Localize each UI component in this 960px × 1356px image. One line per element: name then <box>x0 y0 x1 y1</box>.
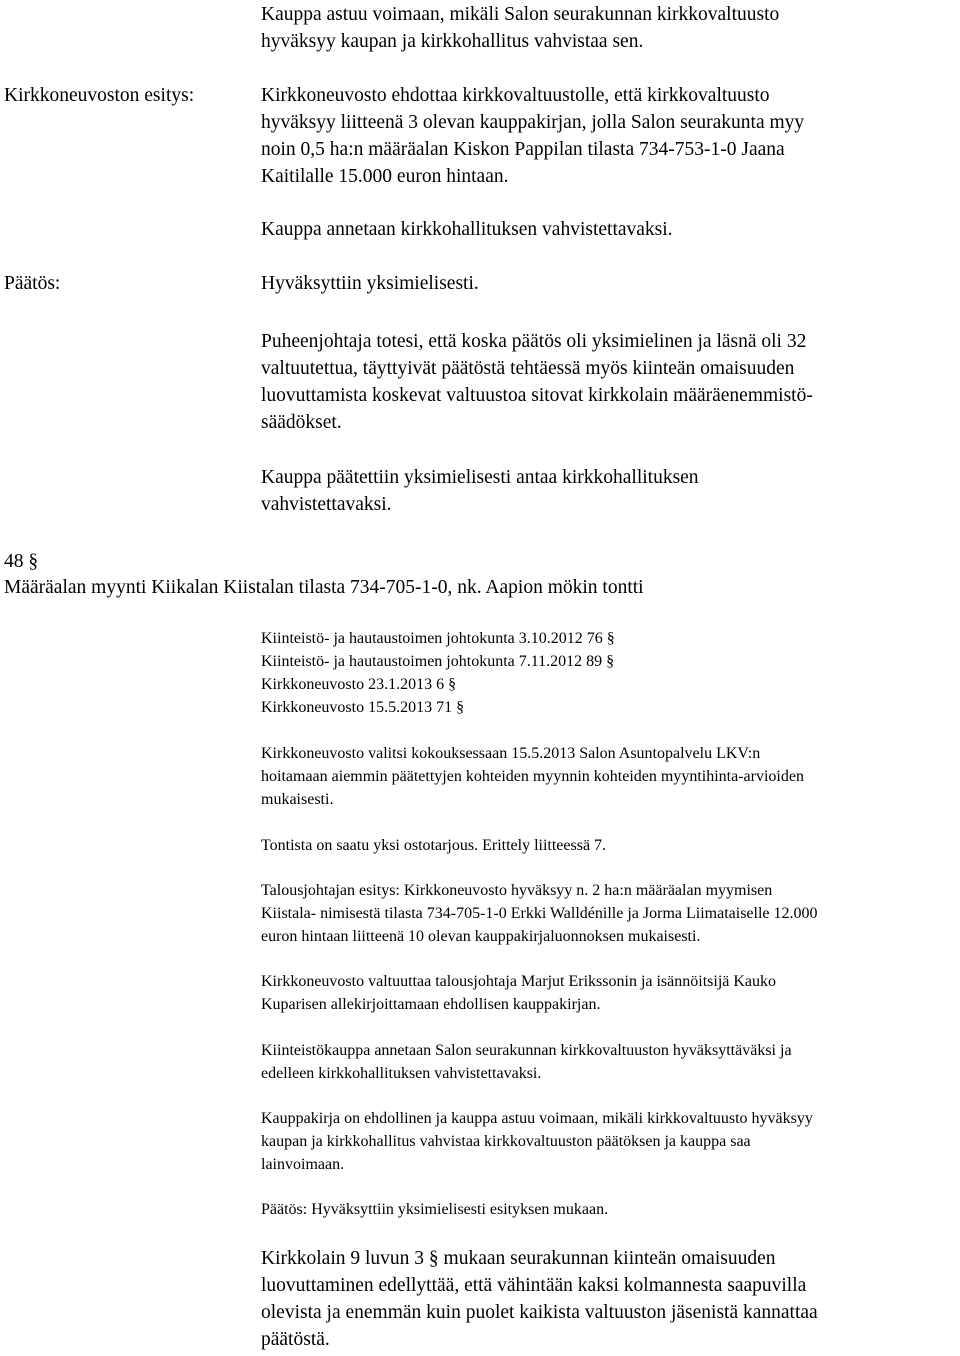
paragraph: Kauppakirja on ehdollinen ja kauppa astuu voimaan, mikäli kirkkovaltuusto hyväksyy kaupan ja kirkkohallitus vahvistaa kirkkovaltuuston päätöksen ja kauppa saa lainvoimaan. <box>261 1110 813 1173</box>
paragraph: Kiinteistökauppa annetaan Salon seurakunnan kirkkovaltuuston hyväksyttäväksi ja edelleen kirkkohallituksen vahvistettavaksi. <box>261 1042 792 1082</box>
paragraph: Hyväksyttiin yksimielisesti. <box>261 273 479 294</box>
paragraph: Talousjohtajan esitys: Kirkkoneuvosto hyväksyy n. 2 ha:n määräalan myymisen Kiistala- nimisestä tilasta 734-705-1-0 Erkki Walldénille ja Jorma Liimataiselle 12.000 euron hintaan liitteenä 10 olevan kauppakirjaluonnoksen mukaisesti. <box>261 882 818 945</box>
paragraph: Puheenjohtaja totesi, että koska päätös oli yksimielinen ja läsnä oli 32 valtuutettua, täyttyivät päätöstä tehtäessä myös kiinteän omaisuuden luovuttamista koskevat valtuustoa sitovat kirkkolain määräenemmistö- säädökset. <box>261 331 813 433</box>
paragraph: Kauppa päätettiin yksimielisesti antaa kirkkohallituksen vahvistettavaksi. <box>261 467 699 515</box>
paragraph: Kirkkolain 9 luvun 3 § mukaan seurakunnan kiinteän omaisuuden luovuttaminen edellyttää, että vähintään kaksi kolmannesta saapuvilla olevista ja enemmän kuin puolet kaikista valtuuston jäsenistä kannattaa päätöstä. <box>261 1248 818 1350</box>
paragraph: Kauppa annetaan kirkkohallituksen vahvistettavaksi. <box>261 219 673 240</box>
decision-line: Päätös: Hyväksyttiin yksimielisesti esityksen mukaan. <box>261 1201 609 1218</box>
label-decision: Päätös: <box>4 273 61 294</box>
paragraph: Tontista on saatu yksi ostotarjous. Erittely liitteessä 7. <box>261 837 607 854</box>
label-proposal: Kirkkoneuvoston esitys: <box>4 85 195 106</box>
paragraph: Kirkkoneuvosto ehdottaa kirkkovaltuustolle, että kirkkovaltuusto hyväksyy liitteenä 3 olevan kauppakirjan, jolla Salon seurakunta myy noin 0,5 ha:n määräalan Kiskon Pappilan tilasta 734-753-1-0 Jaana Kaitilalle 15.000 euron hintaan. <box>261 85 805 187</box>
section-title: Määräalan myynti Kiikalan Kiistalan tilasta 734-705-1-0, nk. Aapion mökin tontti <box>4 577 644 598</box>
paragraph: Kauppa astuu voimaan, mikäli Salon seurakunnan kirkkovaltuusto hyväksyy kaupan ja kirkkohallitus vahvistaa sen. <box>261 4 780 52</box>
section-number: 48 § <box>4 551 39 572</box>
paragraph: Kirkkoneuvosto valtuuttaa talousjohtaja Marjut Erikssonin ja isännöitsijä Kauko Kuparisen allekirjoittamaan ehdollisen kauppakirjan. <box>261 973 777 1013</box>
paragraph: Kirkkoneuvosto valitsi kokouksessaan 15.5.2013 Salon Asuntopalvelu LKV:n hoitamaan aiemmin päätettyjen kohteiden myynnin kohteiden myyntihinta-arvioiden mukaisesti. <box>261 745 804 808</box>
meeting-references: Kiinteistö- ja hautaustoimen johtokunta 3.10.2012 76 § Kiinteistö- ja hautaustoimen johtokunta 7.11.2012 89 § Kirkkoneuvosto 23.1.2013 6 § Kirkkoneuvosto 15.5.2013 71 § <box>261 630 615 716</box>
